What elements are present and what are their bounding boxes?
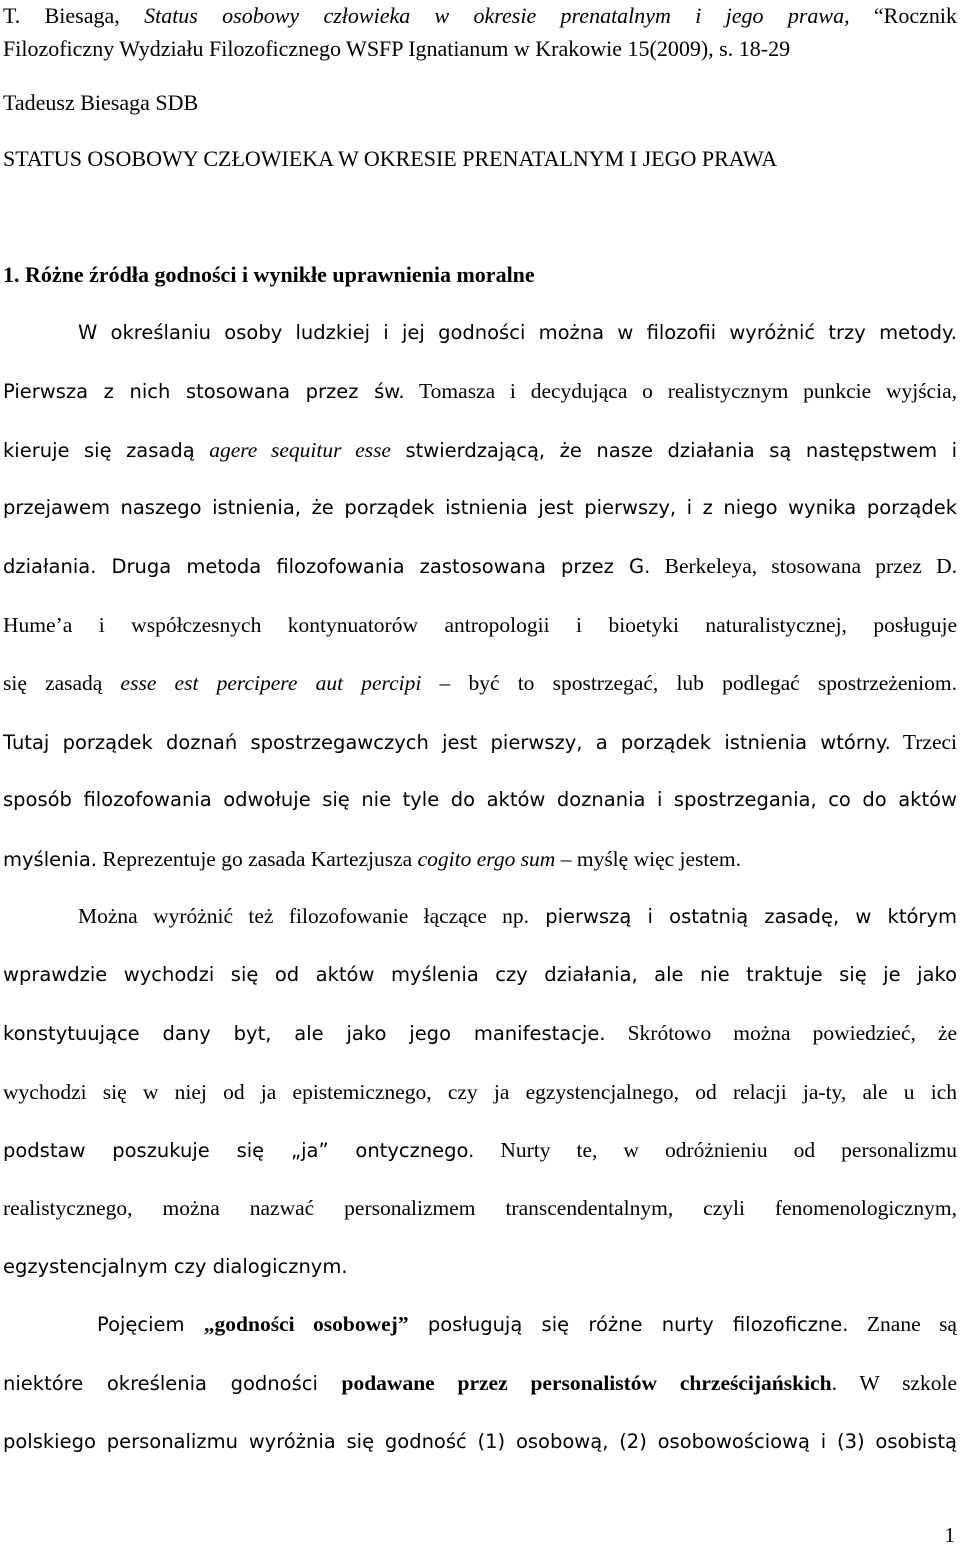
paragraph-2-line-1-b: pierwszą i ostatnią zasadę, w którym [529, 905, 957, 928]
paragraph-1-line-10-b: Reprezentuje go zasada Kartezjusza [97, 847, 418, 871]
paragraph-1-line-3-a: kieruje się zasadą [3, 439, 210, 462]
page-number: 1 [944, 1523, 955, 1547]
paragraph-1-line-10-c: – myślę więc jestem. [555, 847, 742, 871]
paragraph-1-line-2-b: Tomasza i decydująca o realistycznym punkcie wyjścia, [404, 379, 957, 403]
paragraph-2-line-7: egzystencjalnym czy dialogicznym. [3, 1255, 348, 1278]
paragraph-1-line-10-a: myślenia. [3, 848, 98, 871]
paragraph-1-line-3-b: stwierdzającą, że nasze działania są następstwem i [390, 439, 957, 462]
paragraph-2-line-3-b: Skrótowo można powiedzieć, że [605, 1021, 958, 1045]
paragraph-2-line-2: wprawdzie wychodzi się od aktów myślenia czy działania, ale nie traktuje się je jako [3, 963, 957, 986]
paragraph-1-line-8-b: Trzeci [890, 730, 958, 754]
paragraph-1-line-5 [3, 552, 957, 581]
paragraph-1-line-8-a: Tutaj porządek doznań spostrzegawczych jest pierwszy, a porządek istnienia wtórny. [3, 731, 891, 754]
paragraph-1-line-3 [3, 436, 957, 465]
paragraph-1-line-10 [3, 845, 741, 874]
paragraph-1-line-2-a: Pierwsza z nich stosowana przez św. [3, 380, 405, 403]
citation-journal-start: “Rocznik [849, 3, 957, 28]
term-personalisci-chrzescijanscy: podawane przez personalistów chrześcijańskich [341, 1371, 832, 1395]
paragraph-2-line-5-a: podstaw poszukuje się „ja” ontycznego. [3, 1139, 475, 1162]
paragraph-2-line-3 [3, 1019, 957, 1048]
latin-phrase-cogito: cogito ergo sum [417, 847, 556, 871]
author-name: Tadeusz Biesaga SDB [3, 90, 199, 115]
paragraph-2-line-3-a: konstytuujące dany byt, ale jako jego manifestacje. [3, 1022, 606, 1045]
citation-line-2: Filozoficzny Wydziału Filozoficznego WSFP Ignatianum w Krakowie 15(2009), s. 18-29 [3, 36, 791, 61]
paragraph-1-line-9: sposób filozofowania odwołuje się nie tyle do aktów doznania i spostrzegania, co do aktów [3, 788, 957, 811]
paragraph-3-line-1-c: posługują się różne nurty filozoficzne. [408, 1313, 849, 1336]
latin-phrase-esse: esse est percipere aut percipi [120, 671, 422, 695]
paragraph-3-line-2 [3, 1369, 957, 1398]
citation-title: Status osobowy człowieka w okresie prenatalnym i jego prawa, [144, 3, 850, 28]
paragraph-3-line-3: polskiego personalizmu wyróżnia się godność (1) osobową, (2) osobowościową i (3) osobistą [3, 1430, 957, 1453]
paragraph-2-line-1 [78, 902, 957, 931]
paragraph-1-line-7-a: się zasadą [3, 671, 121, 695]
paragraph-2-line-1-a: Można wyróżnić też filozofowanie łączące np. [78, 904, 530, 928]
paragraph-3-line-1-a: Pojęciem [97, 1313, 204, 1336]
paragraph-3-line-2-period: . [831, 1371, 837, 1395]
paragraph-3-line-1-d: Znane są [848, 1312, 957, 1336]
paragraph-1-line-8 [3, 728, 957, 757]
paragraph-3-line-2-a: niektóre określenia godności [3, 1372, 342, 1395]
paragraph-2-line-4: wychodzi się w niej od ja epistemicznego, czy ja egzystencjalnego, od relacji ja-ty, ale u ich [3, 1080, 957, 1104]
paragraph-2-line-5-b: Nurty te, w odróżnieniu od personalizmu [474, 1138, 957, 1162]
paragraph-1-line-5-a: działania. Druga metoda filozofowania zastosowana przez G. [3, 555, 651, 578]
paragraph-2-line-5 [3, 1136, 957, 1165]
section-heading: 1. Różne źródła godności i wynikłe uprawnienia moralne [3, 262, 535, 287]
paragraph-1-line-5-b: Berkeleya, stosowana przez D. [650, 554, 958, 578]
paragraph-3-line-2-d: W szkole [836, 1371, 957, 1395]
paragraph-3-line-1 [97, 1310, 957, 1339]
citation-author: T. Biesaga, [3, 3, 145, 28]
citation-line-1 [3, 2, 957, 30]
paragraph-1-line-2 [3, 377, 957, 406]
article-title: STATUS OSOBOWY CZŁOWIEKA W OKRESIE PRENATALNYM I JEGO PRAWA [3, 146, 778, 171]
paragraph-1-line-1: W określaniu osoby ludzkiej i jej godności można w filozofii wyróżnić trzy metody. [78, 321, 957, 344]
term-godnosc-osobowa: „godności osobowej” [203, 1312, 409, 1336]
paragraph-1-line-4: przejawem naszego istnienia, że porządek istnienia jest pierwszy, i z niego wynika porządek [3, 496, 957, 519]
paragraph-1-line-7 [3, 669, 957, 697]
paragraph-1-line-6: Hume’a i współczesnych kontynuatorów antropologii i bioetyki naturalistycznej, posługuje [3, 613, 957, 637]
latin-phrase-agere: agere sequitur esse [209, 438, 391, 462]
paragraph-2-line-6: realistycznego, można nazwać personalizmem transcendentalnym, czyli fenomenologicznym, [3, 1196, 957, 1220]
paragraph-1-line-7-b: – być to spostrzegać, lub podlegać spostrzeżeniom. [421, 671, 957, 695]
